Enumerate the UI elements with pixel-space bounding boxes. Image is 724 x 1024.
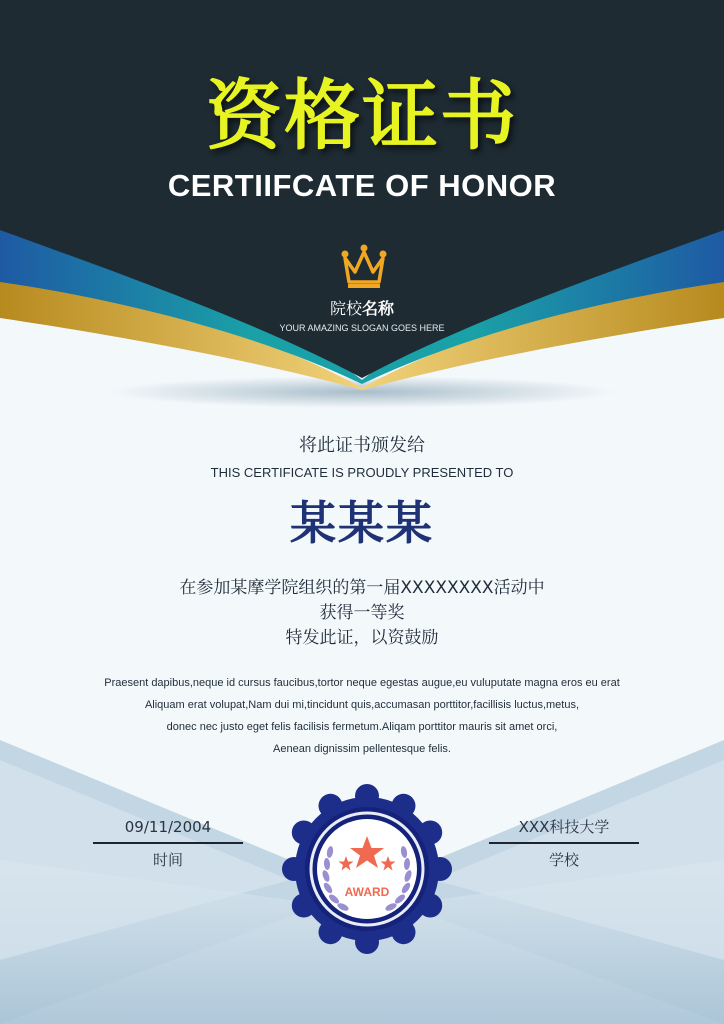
date-label: 时间 (152, 851, 183, 869)
award-seal-icon (282, 784, 452, 954)
date-value: 09/11/2004 (124, 818, 212, 836)
crown-icon (339, 242, 389, 290)
paragraph-line: donec nec justo eget felis facilisis fermetum.Aliqam porttitor mauris sit amet orci, (166, 721, 558, 733)
presented-to-en: THIS CERTIFICATE IS PROUDLY PRESENTED TO (210, 465, 514, 480)
paragraph-line: Praesent dapibus,neque id cursus faucibus,tortor neque egestas augue,eu vuluputate magna eros eu erat (104, 677, 620, 689)
school-name (0, 298, 724, 320)
school-signature-line (489, 842, 639, 844)
recipient-name: 某某某 (290, 496, 434, 550)
school-signature-block (489, 816, 639, 870)
certificate-title-en: CERTIIFCATE OF HONOR (167, 168, 557, 203)
school-name-regular: 院校 (329, 299, 362, 318)
school-name-bold: 名称 (362, 299, 395, 318)
paragraph-line: Aenean dignissim pellentesque felis. (273, 743, 451, 755)
date-signature-block (93, 816, 243, 870)
school-label: 学校 (548, 851, 579, 869)
presented-to-cn: 将此证书颁发给 (299, 435, 425, 456)
seal-text: AWARD (344, 885, 390, 899)
award-closing-line: 特发此证，以资鼓励 (285, 628, 439, 648)
award-reason-line: 在参加某摩学院组织的第一届XXXXXXXX活动中 (179, 578, 545, 598)
school-slogan: YOUR AMAZING SLOGAN GOES HERE (279, 323, 445, 333)
paragraph-line: Aliquam erat volupat,Nam dui mi,tincidunt quis,accumasan porttitor,facillisis luctus,metus, (144, 699, 580, 711)
certificate-title-cn: 资格证书 (206, 71, 518, 160)
award-result-line: 获得一等奖 (319, 603, 405, 623)
date-signature-line (93, 842, 243, 844)
school-value: XXX科技大学 (518, 818, 610, 836)
